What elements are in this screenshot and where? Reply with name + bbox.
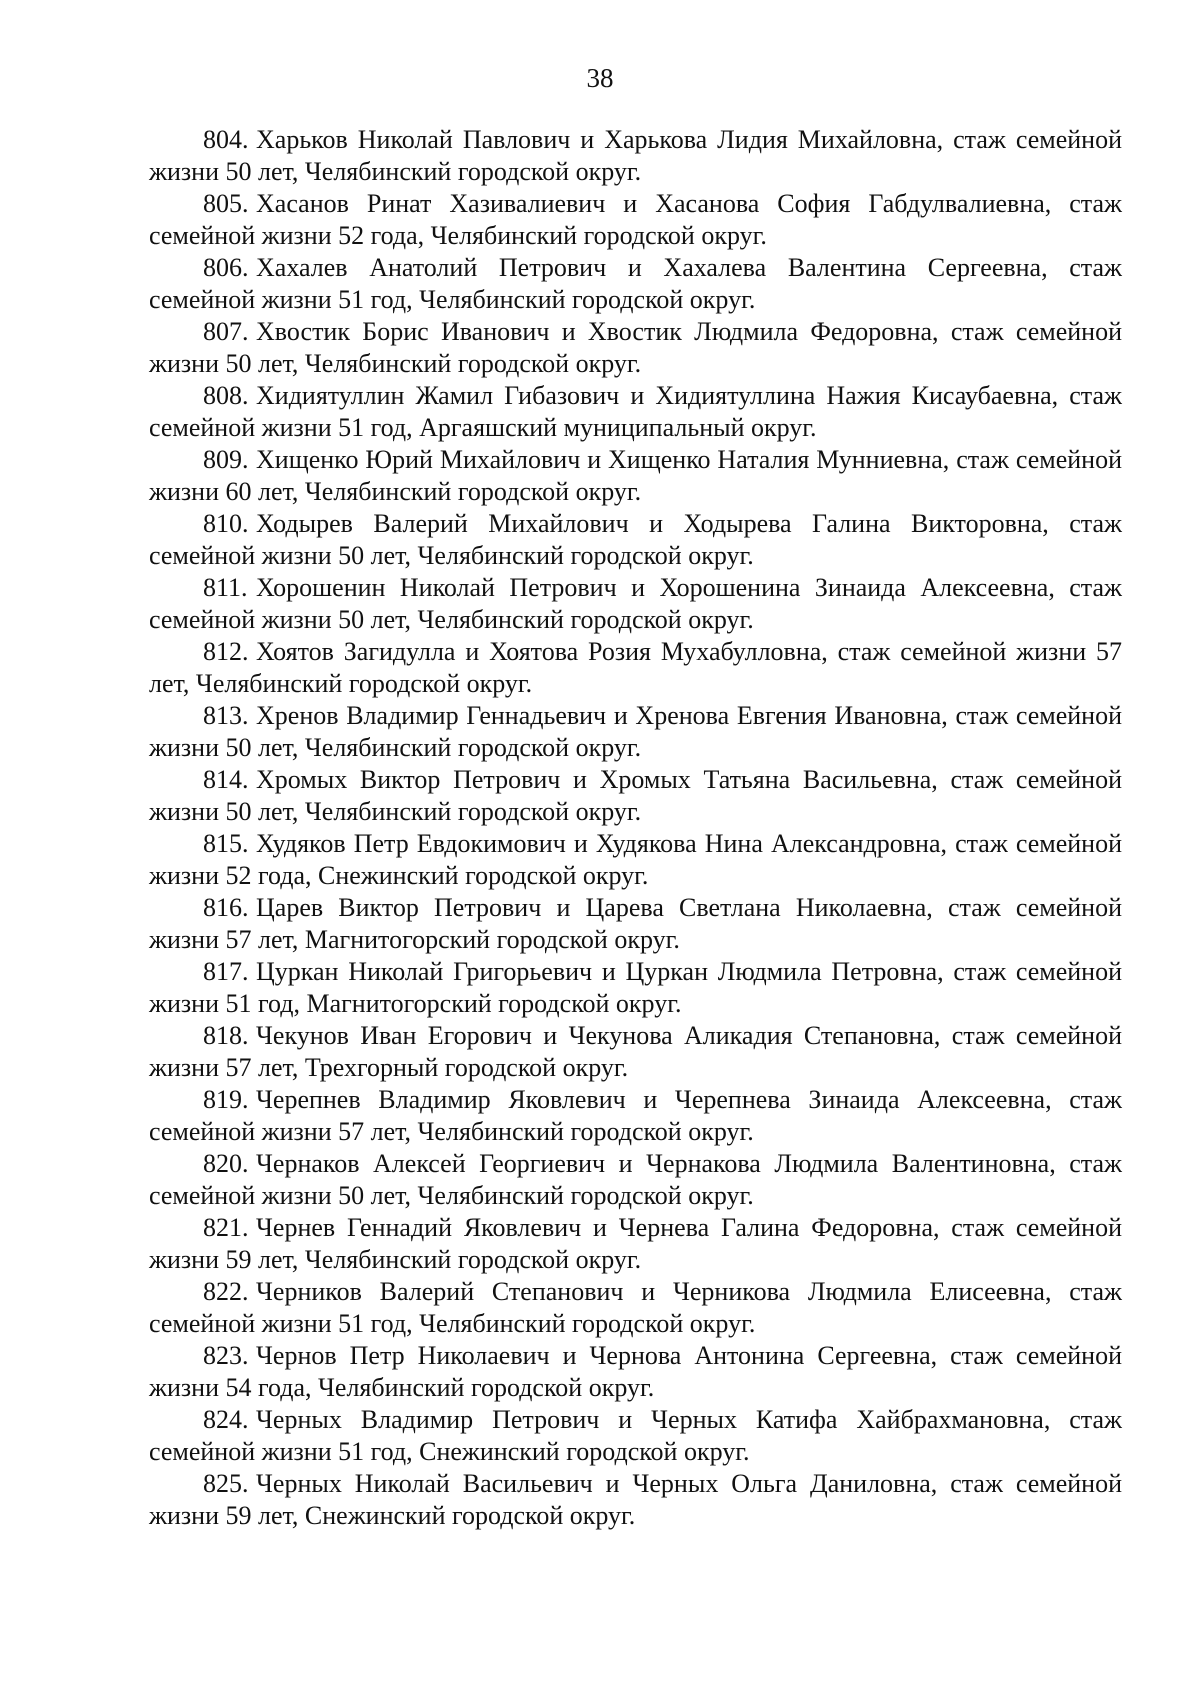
entry-number: 825. <box>203 1469 249 1498</box>
entry-number: 811. <box>203 573 248 602</box>
entry-number: 813. <box>203 701 249 730</box>
list-item <box>149 380 1122 444</box>
entry-text: Хасанов Ринат Хазивалиевич и Хасанова София Габдулвалиевна, стаж семейной жизни 52 года, Челябинский городской округ. <box>149 189 1122 250</box>
entry-number: 814. <box>203 765 249 794</box>
list-item <box>149 124 1122 188</box>
list-item <box>149 1404 1122 1468</box>
list-item <box>149 316 1122 380</box>
entry-number: 817. <box>203 957 249 986</box>
entry-text: Царев Виктор Петрович и Царева Светлана Николаевна, стаж семейной жизни 57 лет, Магнитогорский городской округ. <box>149 893 1122 954</box>
entry-text: Черепнев Владимир Яковлевич и Черепнева Зинаида Алексеевна, стаж семейной жизни 57 лет, Челябинский городской округ. <box>149 1085 1122 1146</box>
entry-text: Харьков Николай Павлович и Харькова Лидия Михайловна, стаж семейной жизни 50 лет, Челябинский городской округ. <box>149 125 1122 186</box>
list-item <box>149 1468 1122 1532</box>
list-item <box>149 636 1122 700</box>
entry-text: Черников Валерий Степанович и Черникова Людмила Елисеевна, стаж семейной жизни 51 год, Челябинский городской округ. <box>149 1277 1122 1338</box>
entry-number: 812. <box>203 637 249 666</box>
entry-text: Чекунов Иван Егорович и Чекунова Аликадия Степановна, стаж семейной жизни 57 лет, Трехгорный городской округ. <box>149 1021 1122 1082</box>
entry-number: 804. <box>203 125 249 154</box>
entry-text: Чернев Геннадий Яковлевич и Чернева Галина Федоровна, стаж семейной жизни 59 лет, Челябинский городской округ. <box>149 1213 1122 1274</box>
entry-number: 808. <box>203 381 249 410</box>
entry-text: Хоятов Загидулла и Хоятова Розия Мухабулловна, стаж семейной жизни 57 лет, Челябинский городской округ. <box>149 637 1122 698</box>
entry-list <box>149 124 1122 1532</box>
entry-number: 807. <box>203 317 249 346</box>
list-item <box>149 1340 1122 1404</box>
entry-text: Хренов Владимир Геннадьевич и Хренова Евгения Ивановна, стаж семейной жизни 50 лет, Челябинский городской округ. <box>149 701 1122 762</box>
entry-number: 818. <box>203 1021 249 1050</box>
entry-number: 820. <box>203 1149 249 1178</box>
list-item <box>149 1276 1122 1340</box>
entry-text: Черных Владимир Петрович и Черных Катифа Хайбрахмановна, стаж семейной жизни 51 год, Снежинский городской округ. <box>149 1405 1122 1466</box>
entry-number: 821. <box>203 1213 249 1242</box>
entry-text: Хахалев Анатолий Петрович и Хахалева Валентина Сергеевна, стаж семейной жизни 51 год, Челябинский городской округ. <box>149 253 1122 314</box>
entry-text: Чернов Петр Николаевич и Чернова Антонина Сергеевна, стаж семейной жизни 54 года, Челябинский городской округ. <box>149 1341 1122 1402</box>
entry-number: 815. <box>203 829 249 858</box>
entry-number: 822. <box>203 1277 249 1306</box>
list-item <box>149 1148 1122 1212</box>
entry-number: 805. <box>203 189 249 218</box>
entry-number: 809. <box>203 445 249 474</box>
list-item <box>149 700 1122 764</box>
list-item <box>149 188 1122 252</box>
entry-text: Хидиятуллин Жамил Гибазович и Хидиятуллина Нажия Кисаубаевна, стаж семейной жизни 51 год, Аргаяшский муниципальный округ. <box>149 381 1122 442</box>
list-item <box>149 956 1122 1020</box>
entry-text: Хвостик Борис Иванович и Хвостик Людмила Федоровна, стаж семейной жизни 50 лет, Челябинский городской округ. <box>149 317 1122 378</box>
entry-number: 823. <box>203 1341 249 1370</box>
list-item <box>149 1084 1122 1148</box>
entry-text: Хромых Виктор Петрович и Хромых Татьяна Васильевна, стаж семейной жизни 50 лет, Челябинский городской округ. <box>149 765 1122 826</box>
entry-number: 819. <box>203 1085 249 1114</box>
entry-text: Ходырев Валерий Михайлович и Ходырева Галина Викторовна, стаж семейной жизни 50 лет, Челябинский городской округ. <box>149 509 1122 570</box>
entry-number: 816. <box>203 893 249 922</box>
entry-text: Чернаков Алексей Георгиевич и Чернакова Людмила Валентиновна, стаж семейной жизни 50 лет, Челябинский городской округ. <box>149 1149 1122 1210</box>
list-item <box>149 1212 1122 1276</box>
entry-text: Черных Николай Васильевич и Черных Ольга Даниловна, стаж семейной жизни 59 лет, Снежинский городской округ. <box>149 1469 1122 1530</box>
list-item <box>149 892 1122 956</box>
entry-number: 824. <box>203 1405 249 1434</box>
entry-number: 810. <box>203 509 249 538</box>
list-item <box>149 1020 1122 1084</box>
entry-text: Хищенко Юрий Михайлович и Хищенко Наталия Мунниевна, стаж семейной жизни 60 лет, Челябинский городской округ. <box>149 445 1122 506</box>
list-item <box>149 828 1122 892</box>
list-item <box>149 252 1122 316</box>
page-number: 38 <box>586 63 614 93</box>
entry-text: Цуркан Николай Григорьевич и Цуркан Людмила Петровна, стаж семейной жизни 51 год, Магнитогорский городской округ. <box>149 957 1122 1018</box>
entry-text: Худяков Петр Евдокимович и Худякова Нина Александровна, стаж семейной жизни 52 года, Снежинский городской округ. <box>149 829 1122 890</box>
list-item <box>149 508 1122 572</box>
list-item <box>149 764 1122 828</box>
entry-number: 806. <box>203 253 249 282</box>
entry-text: Хорошенин Николай Петрович и Хорошенина Зинаида Алексеевна, стаж семейной жизни 50 лет, Челябинский городской округ. <box>149 573 1122 634</box>
list-item <box>149 444 1122 508</box>
list-item <box>149 572 1122 636</box>
